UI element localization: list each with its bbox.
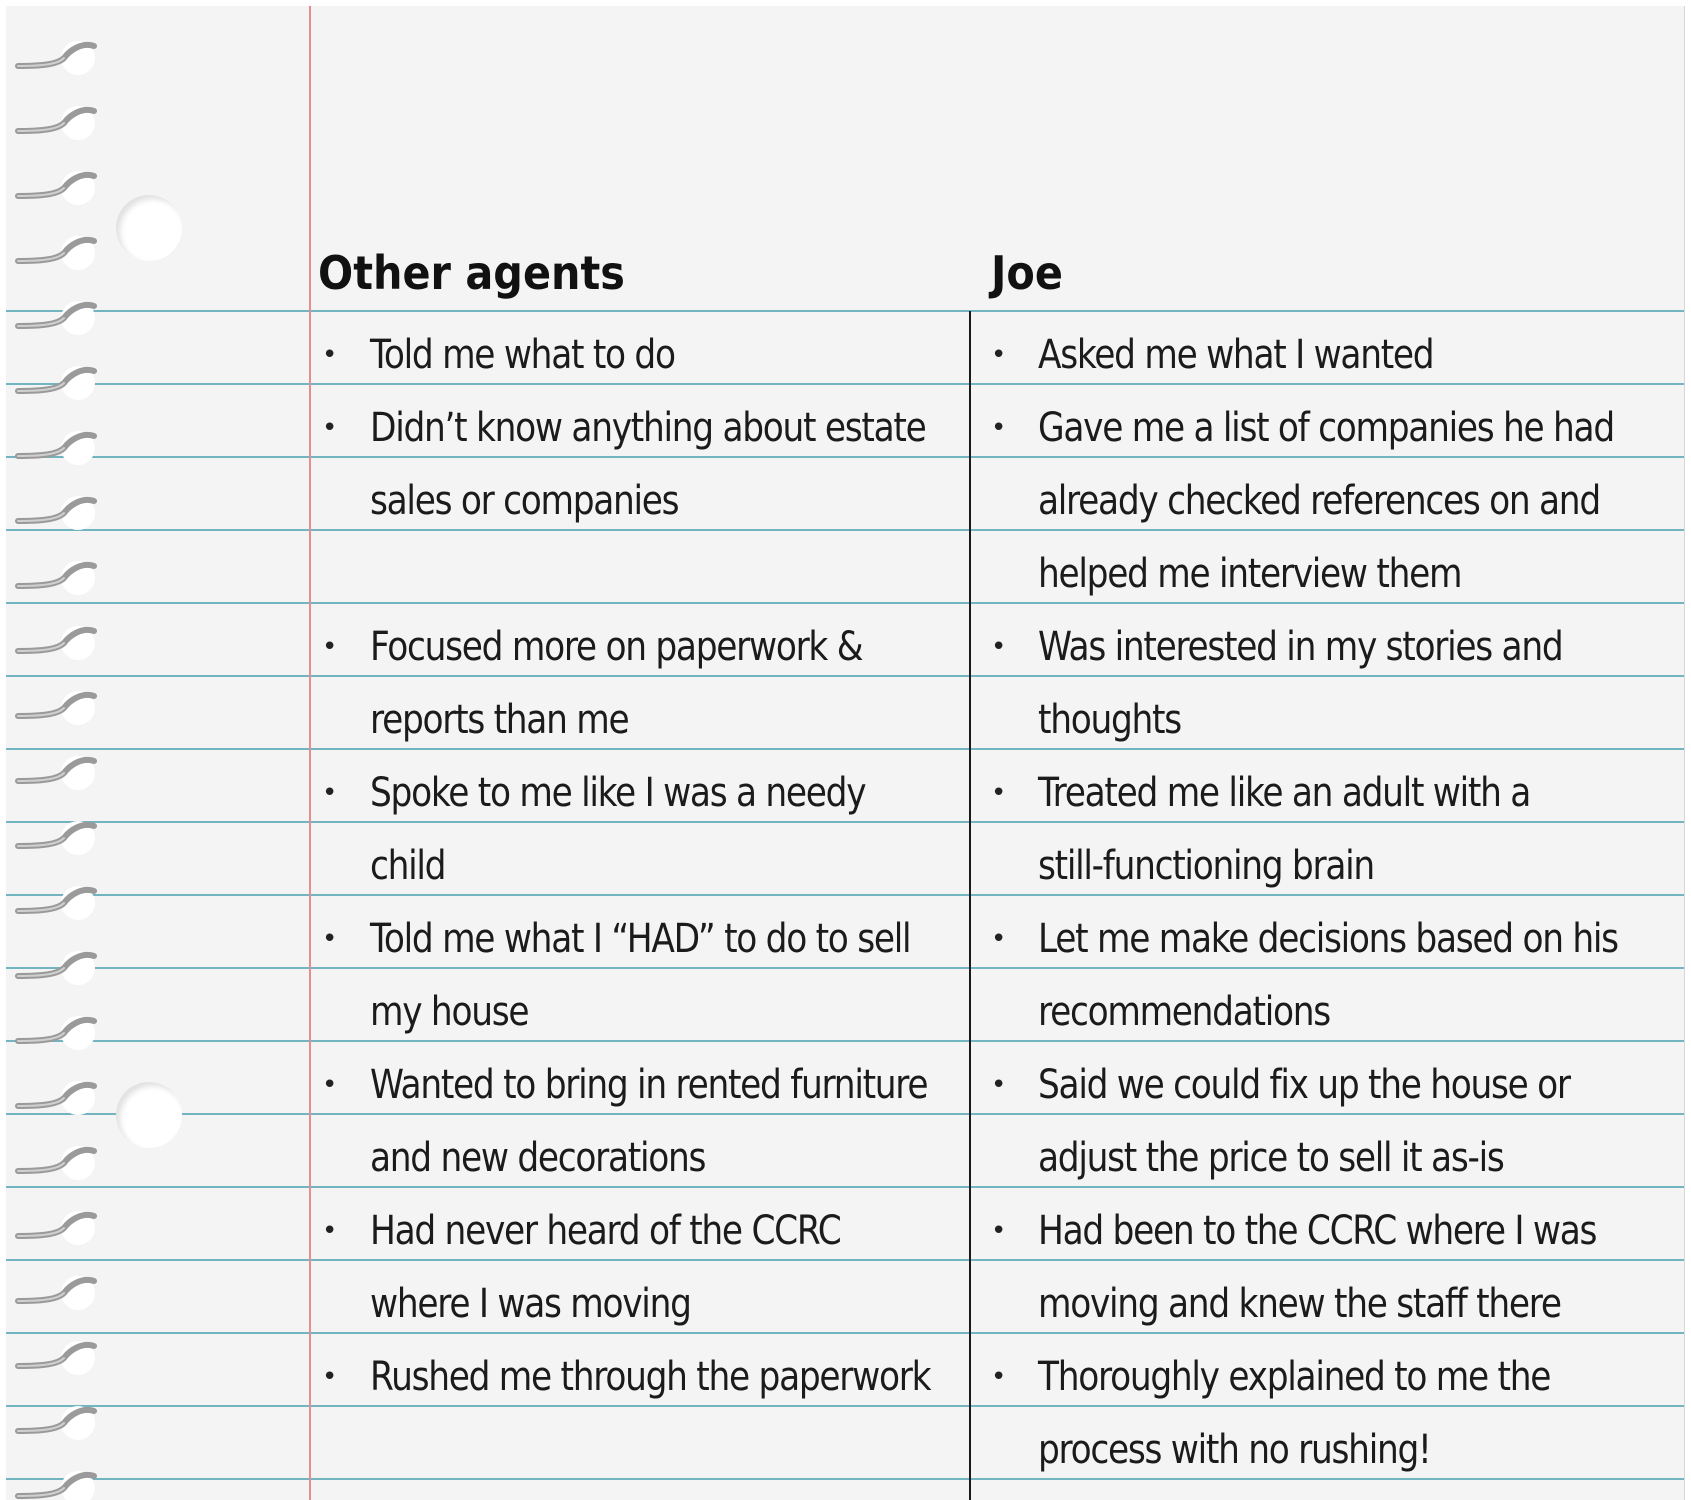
spiral-ring-icon: [14, 556, 102, 596]
list-item-joe-6: Said we could fix up the house or adjust the price to sell it as-is: [1038, 1062, 1570, 1181]
spiral-ring-icon: [14, 296, 102, 336]
spiral-ring-icon: [14, 166, 102, 206]
list-item-other-8: Rushed me through the paperwork: [370, 1354, 931, 1400]
bullet: •: [991, 1216, 1007, 1246]
bullet: •: [991, 1070, 1007, 1100]
spiral-ring-icon: [14, 1401, 102, 1441]
list-item-other-7: Had never heard of the CCRC where I was moving: [370, 1208, 841, 1327]
bullet: •: [991, 413, 1007, 443]
column-divider: [969, 311, 971, 1500]
spiral-ring-icon: [14, 946, 102, 986]
bullet: •: [322, 1216, 338, 1246]
bullet: •: [991, 1362, 1007, 1392]
list-item-other-2: Didn’t know anything about estate sales or companies: [370, 405, 926, 524]
bullet: •: [991, 778, 1007, 808]
bullet: •: [991, 340, 1007, 370]
bullet: •: [322, 778, 338, 808]
list-item-joe-3: Was interested in my stories and thoughts: [1038, 624, 1563, 743]
column-header-other-agents: Other agents: [318, 246, 625, 300]
spiral-ring-icon: [14, 751, 102, 791]
punch-hole-top: [116, 195, 182, 261]
bullet: •: [322, 1362, 338, 1392]
spiral-ring-icon: [14, 426, 102, 466]
column-header-joe: Joe: [991, 246, 1063, 300]
spiral-ring-icon: [14, 36, 102, 76]
ruled-line: [6, 310, 1684, 312]
notebook-page: [6, 6, 1685, 1500]
spiral-ring-icon: [14, 1076, 102, 1116]
list-item-joe-2: Gave me a list of companies he had already checked references on and helped me interview them: [1038, 405, 1614, 597]
list-item-joe-5: Let me make decisions based on his recommendations: [1038, 916, 1618, 1035]
list-item-joe-8: Thoroughly explained to me the process with no rushing!: [1038, 1354, 1551, 1473]
bullet: •: [991, 632, 1007, 662]
spiral-ring-icon: [14, 1141, 102, 1181]
spiral-ring-icon: [14, 686, 102, 726]
spiral-ring-icon: [14, 101, 102, 141]
bullet: •: [322, 413, 338, 443]
bullet: •: [322, 632, 338, 662]
margin-line: [309, 6, 311, 1500]
spiral-ring-icon: [14, 1206, 102, 1246]
list-item-joe-4: Treated me like an adult with a still-functioning brain: [1038, 770, 1531, 889]
list-item-other-1: Told me what to do: [370, 332, 675, 378]
spiral-ring-icon: [14, 361, 102, 401]
spiral-ring-icon: [14, 1336, 102, 1376]
bullet: •: [991, 924, 1007, 954]
spiral-ring-icon: [14, 881, 102, 921]
spiral-ring-icon: [14, 816, 102, 856]
spiral-ring-icon: [14, 1011, 102, 1051]
list-item-other-4: Spoke to me like I was a needy child: [370, 770, 866, 889]
list-item-other-3: Focused more on paperwork & reports than me: [370, 624, 863, 743]
list-item-other-5: Told me what I “HAD” to do to sell my house: [370, 916, 911, 1035]
bullet: •: [322, 340, 338, 370]
punch-hole-bottom: [116, 1082, 182, 1148]
spiral-ring-icon: [14, 1271, 102, 1311]
list-item-joe-1: Asked me what I wanted: [1038, 332, 1434, 378]
spiral-ring-icon: [14, 491, 102, 531]
spiral-ring-icon: [14, 621, 102, 661]
bullet: •: [322, 924, 338, 954]
list-item-other-6: Wanted to bring in rented furniture and new decorations: [370, 1062, 928, 1181]
spiral-ring-icon: [14, 231, 102, 271]
list-item-joe-7: Had been to the CCRC where I was moving and knew the staff there: [1038, 1208, 1597, 1327]
spiral-ring-icon: [14, 1466, 102, 1500]
bullet: •: [322, 1070, 338, 1100]
